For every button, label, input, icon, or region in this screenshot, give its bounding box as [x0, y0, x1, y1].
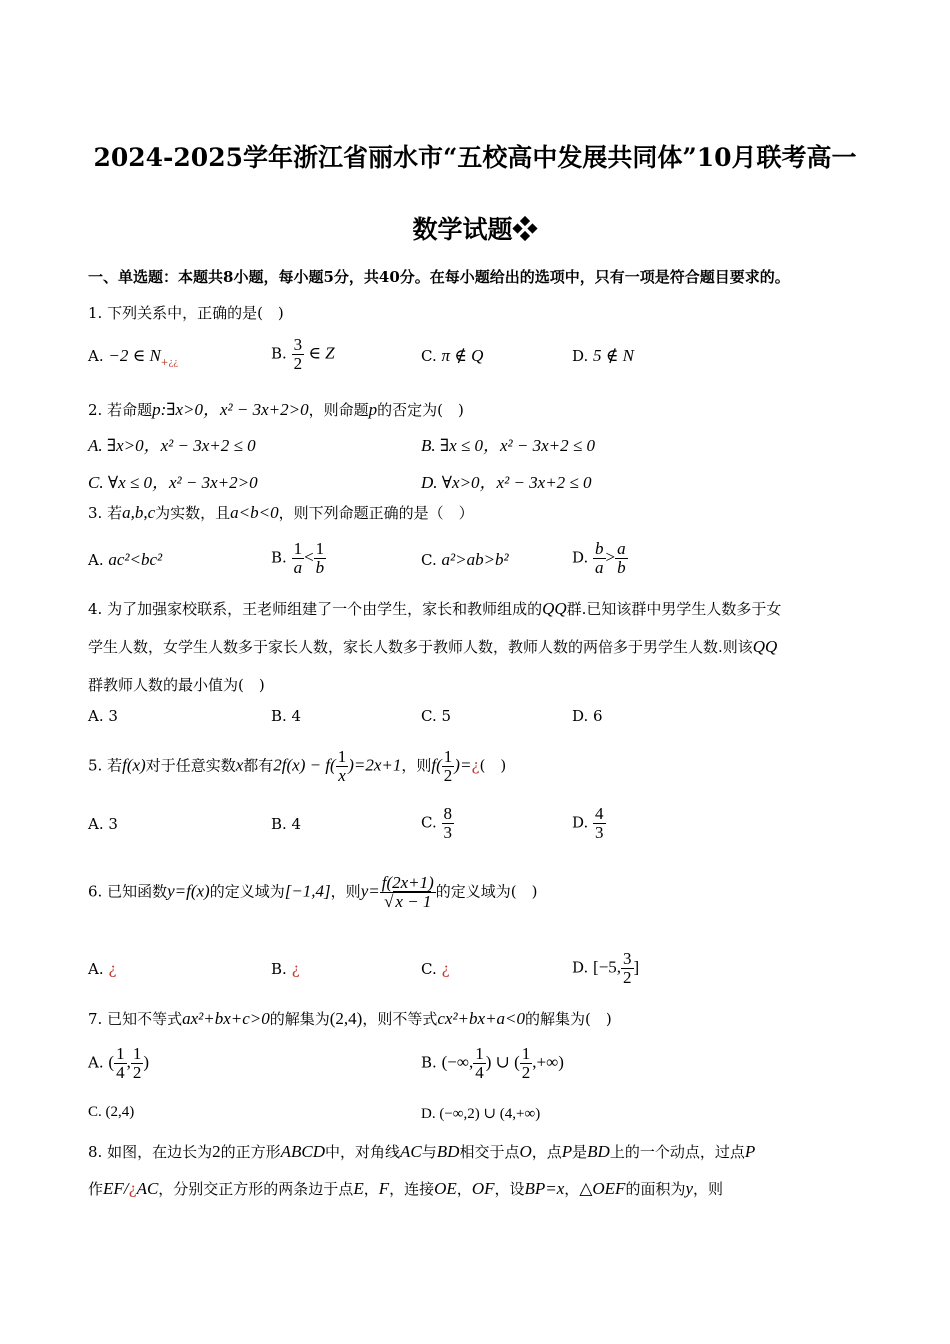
- exam-title-line2: [0, 210, 950, 246]
- q7-option-b[interactable]: B. (−∞, $\frac{1}{4}$ ) ∪ ( $\frac{1}{2}$ ,+∞): [421, 1044, 564, 1082]
- q1-option-b[interactable]: B. $\frac{3}{2}$ ∈ Z: [271, 335, 335, 373]
- q3-option-c[interactable]: C. a²>ab>b²: [421, 550, 509, 569]
- q3-option-b[interactable]: B. $\frac{1}{a}$ < $\frac{1}{b}$: [271, 539, 325, 577]
- q5-option-d[interactable]: D. $\frac{4}{3}$: [572, 804, 604, 842]
- q7-option-d[interactable]: D. (−∞,2) ∪ (4,+∞): [421, 1106, 541, 1122]
- q3-option-a[interactable]: A. ac²<bc²: [88, 550, 163, 569]
- ornament-icon: ❖: [512, 215, 538, 244]
- q4-option-b[interactable]: B. 4: [271, 707, 302, 725]
- exam-title-text: 数学试题: [412, 215, 513, 244]
- q2-option-b[interactable]: B. ∃x ≤ 0，x² − 3x+2 ≤ 0: [421, 436, 595, 455]
- q3-option-d[interactable]: D. $\frac{b}{a}$ > $\frac{a}{b}$: [572, 539, 626, 577]
- q5-option-b[interactable]: B. 4: [271, 815, 302, 833]
- question-6-stem: 6. 已知函数y=f(x)的定义域为[−1,4]，则y= $\frac{f(2x+1)}{√ x - 1}$ 的定义域为( ): [88, 873, 538, 911]
- q4-option-c[interactable]: C. 5: [421, 707, 452, 725]
- question-2-stem: 2. 若命题p:∃x>0，x² − 3x+2>0，则命题p的否定为( ): [88, 400, 464, 419]
- question-8-line1: 8. 如图，在边长为2的正方形ABCD中，对角线AC与BD相交于点O，点P是BD上的一个动点，过点P: [88, 1142, 756, 1161]
- q6-option-a[interactable]: A. ¿: [88, 960, 117, 978]
- q4-option-a[interactable]: A. 3: [88, 707, 118, 725]
- question-5-stem: 5. 若f(x)对于任意实数x都有2f(x) − f( $\frac{1}{x}$ )=2x+1，则f( $\frac{1}{2}$ )=¿( ): [88, 747, 507, 785]
- question-8-line2: 作EF/¿AC，分别交正方形的两条边于点E，F，连接OE，OF，设BP=x，△OEF的面积为y，则: [88, 1179, 724, 1198]
- q6-option-d[interactable]: D. [−5, $\frac{3}{2}$ ]: [572, 949, 640, 987]
- question-4-line1: 4. 为了加强家校联系，王老师组建了一个由学生，家长和教师组成的QQ群.已知该群中男学生人数多于女: [88, 599, 782, 618]
- q7-option-c[interactable]: C. (2,4): [88, 1104, 135, 1120]
- q1-option-a[interactable]: A. −2 ∈ $N_{+¿¿}$: [88, 346, 178, 368]
- q2-option-c[interactable]: C. ∀x ≤ 0，x² − 3x+2>0: [88, 473, 258, 492]
- question-7-stem: 7. 已知不等式ax²+bx+c>0的解集为(2,4)，则不等式cx²+bx+a<0的解集为( ): [88, 1009, 612, 1028]
- question-4-line2: 学生人数，女学生人数多于家长人数，家长人数多于教师人数，教师人数的两倍多于男学生人数.则该QQ: [88, 637, 778, 656]
- q2-option-d[interactable]: D. ∀x>0，x² − 3x+2 ≤ 0: [421, 473, 592, 492]
- question-3-stem: 3. 若a,b,c为实数，且a<b<0，则下列命题正确的是（ ）: [88, 503, 474, 522]
- q1-option-c[interactable]: C. π ∉ Q: [421, 346, 484, 365]
- q6-option-b[interactable]: B. ¿: [271, 960, 300, 978]
- q4-option-d[interactable]: D. 6: [572, 707, 603, 725]
- exam-title-line1: 2024-2025学年浙江省丽水市“五校高中发展共同体”10月联考高一: [93, 143, 857, 172]
- q2-option-a[interactable]: A. ∃x>0，x² − 3x+2 ≤ 0: [88, 436, 256, 455]
- q7-option-a[interactable]: A. ( $\frac{1}{4}$ , $\frac{1}{2}$ ): [88, 1044, 149, 1082]
- question-4-line3: 群教师人数的最小值为( ): [88, 676, 265, 694]
- q1-option-d[interactable]: D. 5 ∉ N: [572, 346, 634, 365]
- q6-option-c[interactable]: C. ¿: [421, 960, 450, 978]
- section-heading: 一、单选题：本题共8小题，每小题5分，共40分。在每小题给出的选项中，只有一项是符合题目要求的。: [88, 268, 790, 286]
- question-1-stem: 1. 下列关系中，正确的是( ): [88, 304, 284, 322]
- q5-option-a[interactable]: A. 3: [88, 815, 118, 833]
- q5-option-c[interactable]: C. $\frac{8}{3}$: [421, 804, 452, 842]
